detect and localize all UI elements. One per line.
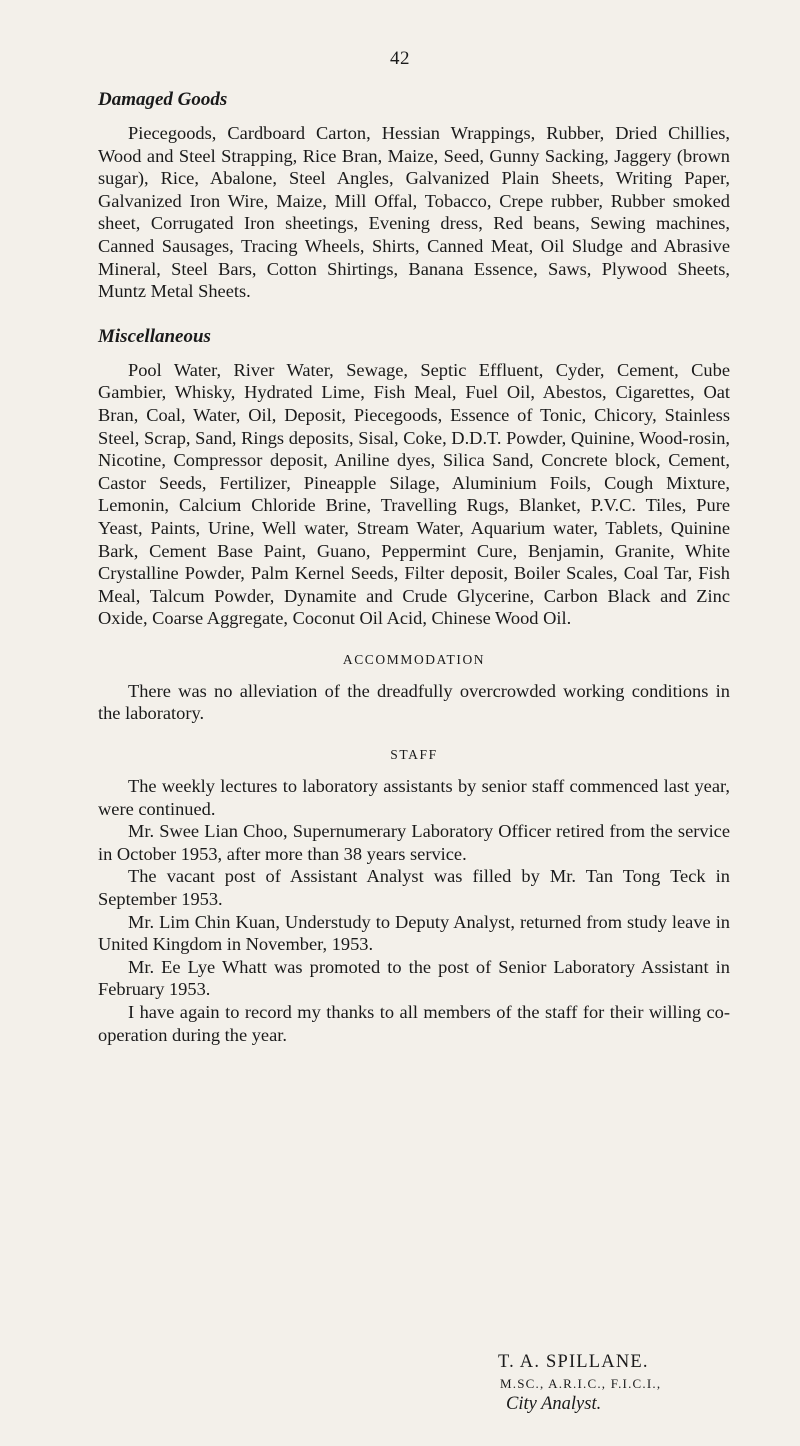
accommodation-text: There was no alleviation of the dreadfully overcrowded working conditions in the laboratory.	[98, 680, 730, 724]
signatory-title: City Analyst.	[506, 1394, 602, 1414]
miscellaneous-heading: Miscellaneous	[98, 325, 211, 347]
damaged-goods-heading: Damaged Goods	[98, 89, 228, 110]
accommodation-section	[98, 652, 730, 725]
miscellaneous-section	[98, 325, 730, 630]
damaged-goods-text: Piecegoods, Cardboard Carton, Hessian Wrappings, Rubber, Dried Chillies, Wood and Steel Strapping, Rice Bran, Maize, Seed, Gunny Sacking, Jaggery (brown sugar), Rice, Abalone, Steel Angles, Galvanized Plain Sheets, Writing Paper, Galvanized Iron Wire, Maize, Mill Offal, Tobacco, Crepe rubber, Rubber smoked sheet, Corrugated Iron sheetings, Evening dress, Red beans, Sewing machines, Canned Sausages, Tracing Wheels, Shirts, Canned Meat, Oil Sludge and Abrasive Mineral, Steel Bars, Cotton Shirtings, Banana Essence, Saws, Plywood Sheets, Muntz Metal Sheets.	[98, 123, 730, 302]
staff-paragraph: The weekly lectures to laboratory assistants by senior staff commenced last year, were continued.	[98, 776, 730, 819]
staff-heading: STAFF	[390, 747, 438, 763]
staff-paragraph: The vacant post of Assistant Analyst was filled by Mr. Tan Tong Teck in September 1953.	[98, 866, 730, 910]
signatory-name: T. A. SPILLANE.	[498, 1352, 649, 1372]
page-content	[98, 88, 730, 1046]
miscellaneous-text: Pool Water, River Water, Sewage, Septic Effluent, Cyder, Cement, Cube Gambier, Whisky, Hydrated Lime, Fish Meal, Fuel Oil, Abestos, Cigarettes, Oat Bran, Coal, Water, Oil, Deposit, Piecegoods, Essence of Tonic, Chicory, Stainless Steel, Scrap, Sand, Rings deposits, Sisal, Coke, D.D.T. Powder, Quinine, Wood-rosin, Nicotine, Compressor deposit, Aniline dyes, Silica Sand, Concrete block, Cement, Castor Seeds, Fertilizer, Pineapple Silage, Aluminium Foils, Cough Mixture, Lemonin, Calcium Chloride Brine, Travelling Rugs, Blanket, P.V.C. Tiles, Pure Yeast, Paints, Urine, Well water, Stream Water, Aquarium water, Tablets, Quinine Bark, Cement Base Paint, Guano, Peppermint Cure, Benjamin, Granite, White Crystalline Powder, Palm Kernel Seeds, Filter deposit, Boiler Scales, Coal Tar, Fish Meal, Talcum Powder, Dynamite and Crude Glycerine, Carbon Black and Zinc Oxide, Coarse Aggregate, Coconut Oil Acid, Chinese Wood Oil.	[98, 359, 730, 629]
staff-paragraph: Mr. Ee Lye Whatt was promoted to the post of Senior Laboratory Assistant in February 1953.	[98, 956, 730, 1000]
signature-block	[498, 1352, 661, 1415]
staff-section	[98, 747, 730, 1046]
staff-paragraph: I have again to record my thanks to all members of the staff for their willing co-operation during the year.	[98, 1002, 730, 1045]
signatory-qualifications: M.SC., A.R.I.C., F.I.C.I.,	[500, 1376, 662, 1391]
page-number: 42	[390, 48, 410, 69]
staff-paragraph: Mr. Swee Lian Choo, Supernumerary Laboratory Officer retired from the service in October 1953, after more than 38 years service.	[98, 821, 730, 864]
damaged-goods-section	[98, 88, 730, 303]
staff-paragraph: Mr. Lim Chin Kuan, Understudy to Deputy Analyst, returned from study leave in United Kingdom in November, 1953.	[98, 911, 730, 955]
accommodation-heading: ACCOMMODATION	[342, 651, 486, 667]
